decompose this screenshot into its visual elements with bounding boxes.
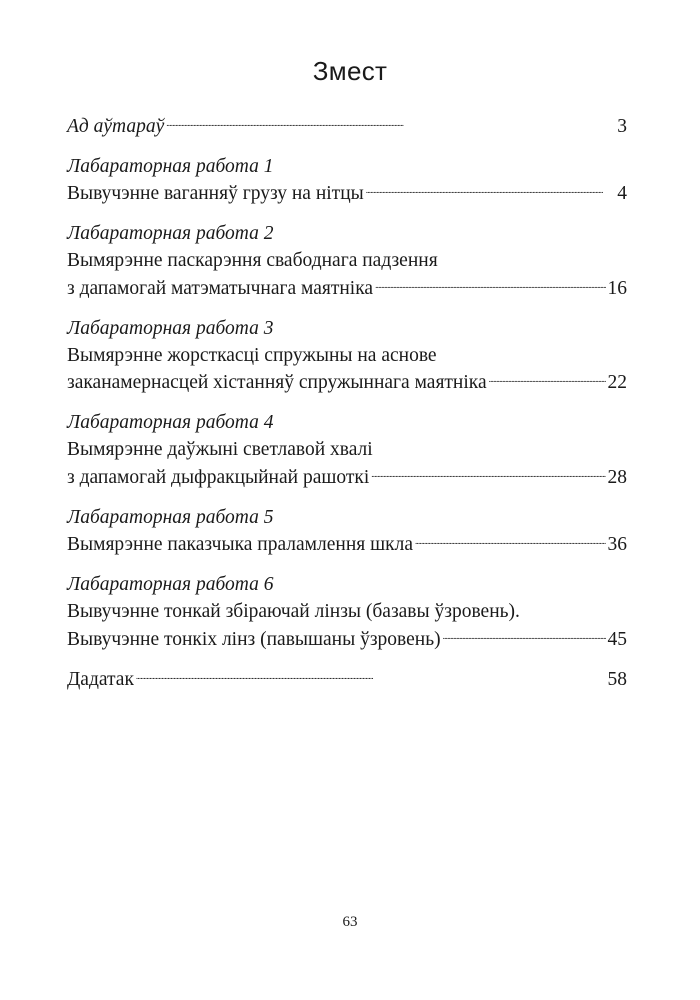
toc-entry-leader-line — [67, 463, 627, 491]
toc-entry-heading: Лабараторная работа 1 — [67, 155, 274, 177]
toc-page-number: 45 — [607, 628, 627, 650]
toc-page-number: 16 — [607, 277, 627, 299]
toc-entry-title: Вымярэнне паказчыка праламлення шкла — [67, 534, 413, 555]
toc-entry-leader-line — [67, 625, 627, 653]
toc-entry[interactable] — [67, 315, 627, 397]
toc-entry-title: заканамернасцей хістанняў спружыннага маятніка — [67, 372, 487, 393]
toc-entry-title: Вывучэнне тонкіх лінз (павышаны ўзровень) — [67, 628, 441, 650]
toc-entry[interactable] — [67, 666, 627, 694]
toc-page-number: 4 — [617, 183, 627, 204]
toc-entry-leader-line — [67, 274, 627, 302]
dot-leader — [375, 274, 605, 294]
dot-leader — [489, 369, 606, 389]
toc-entry-title: з дапамогай дыфракцыйнай рашоткі — [67, 466, 370, 488]
toc-entry-title: Дадатак — [67, 669, 134, 690]
dot-leader — [371, 463, 605, 483]
toc-entry-heading: Лабараторная работа 5 — [67, 506, 274, 528]
toc-entry-title: Вывучэнне ваганняў грузу на нітцы — [67, 183, 364, 204]
toc-entry[interactable] — [67, 409, 627, 491]
dot-leader — [166, 112, 615, 132]
page-title: Змест — [312, 56, 388, 86]
dot-leader — [415, 531, 606, 551]
toc-entry-leader-line — [67, 531, 627, 559]
toc-entry-heading: Лабараторная работа 4 — [67, 412, 274, 433]
toc-entry-heading: Лабараторная работа 3 — [67, 317, 274, 339]
toc-entry-leader-line — [67, 112, 627, 140]
toc-entry[interactable] — [67, 504, 627, 559]
dot-leader — [136, 666, 606, 686]
toc-entry-leader-line — [67, 666, 627, 694]
toc-entry-title-line: Вымярэнне жорсткасці спружыны на аснове — [67, 344, 437, 366]
table-of-contents — [67, 112, 627, 693]
toc-entry-title-line: Вывучэнне тонкай збіраючай лінзы (базавы ўзровень). — [67, 601, 520, 622]
toc-entry-leader-line — [67, 369, 627, 397]
page-number: 63 — [342, 914, 358, 930]
toc-entry[interactable] — [67, 153, 627, 208]
toc-page-number: 28 — [607, 466, 627, 488]
toc-entry[interactable] — [67, 112, 627, 140]
toc-entry-title-line: Вымярэнне паскарэння свабоднага падзення — [67, 250, 438, 271]
toc-entry-heading: Лабараторная работа 2 — [67, 223, 274, 244]
toc-page-number: 58 — [607, 669, 627, 690]
toc-entry-title: з дапамогай матэматычнага маятніка — [67, 277, 374, 299]
toc-entry[interactable] — [67, 220, 627, 302]
toc-page-number: 3 — [617, 115, 627, 137]
toc-entry-heading: Лабараторная работа 6 — [67, 574, 274, 595]
dot-leader — [443, 625, 606, 645]
toc-entry-leader-line — [67, 180, 627, 208]
toc-page-number: 22 — [607, 372, 627, 393]
toc-page-number: 36 — [607, 534, 627, 555]
toc-entry-title: Ад аўтараў — [67, 115, 165, 137]
toc-entry-title-line: Вымярэнне даўжыні светлавой хвалі — [67, 439, 373, 460]
dot-leader — [366, 180, 616, 200]
toc-entry[interactable] — [67, 571, 627, 653]
